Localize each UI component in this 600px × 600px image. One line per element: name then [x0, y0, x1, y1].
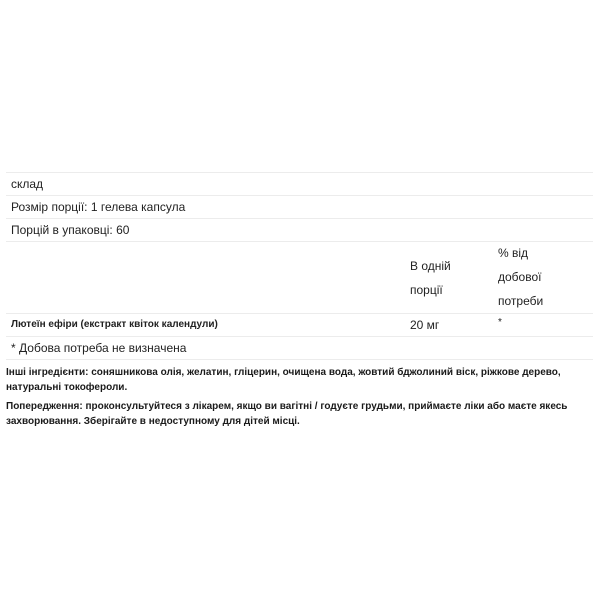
- per-serving-header-line2: порції: [410, 283, 443, 297]
- ingredient-name: Лютеїн ефіри (екстракт квіток календули): [11, 319, 218, 330]
- facts-title: склад: [6, 172, 593, 195]
- daily-value-header-line2: добової: [498, 270, 542, 284]
- daily-value-header-line1: % від: [498, 246, 529, 260]
- supplement-facts-table: [6, 172, 593, 360]
- per-serving-header: [410, 254, 480, 302]
- table-row: [6, 313, 593, 336]
- serving-size: Розмір порції: 1 гелева капсула: [6, 195, 593, 218]
- servings-per-container: Порцій в упаковці: 60: [6, 218, 593, 241]
- per-serving-header-line1: В одній: [410, 259, 451, 273]
- daily-value-header-line3: потреби: [498, 294, 544, 308]
- ingredient-amount: 20 мг: [410, 318, 440, 332]
- footnote: * Добова потреба не визначена: [6, 336, 593, 360]
- warning-text: Попередження: проконсультуйтеся з лікарем, якщо ви вагітні / годуєте грудьми, приймаєте ліки або маєте якесь захворювання. Зберігайте в недоступному для дітей місці.: [6, 401, 568, 427]
- table-header: [6, 241, 593, 313]
- other-ingredients: Інші інгредієнти: соняшникова олія, желатин, гліцерин, очищена вода, жовтий бджолиний віск, ріжкове дерево, натуральні токофероли.: [6, 367, 561, 393]
- daily-value-header: [498, 241, 578, 313]
- ingredient-daily-value: *: [498, 317, 502, 328]
